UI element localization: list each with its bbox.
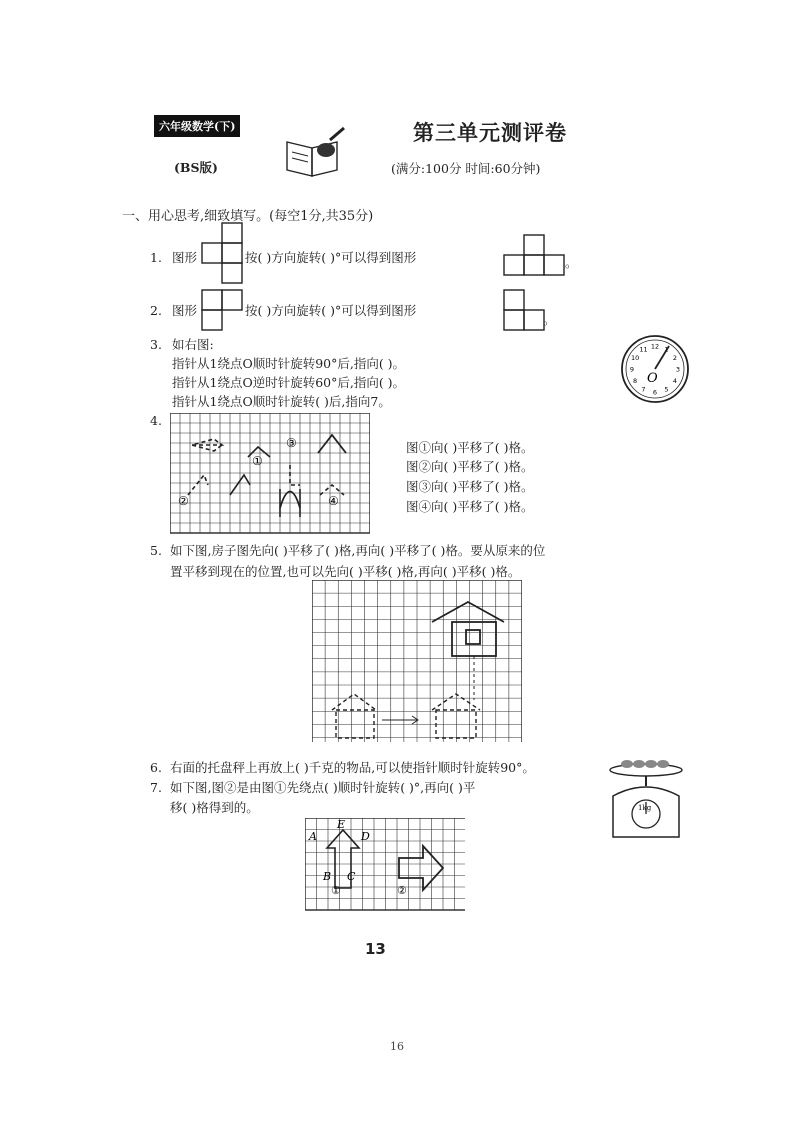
clock-number-1: 1 bbox=[664, 345, 669, 354]
clock-number-8: 8 bbox=[633, 377, 638, 385]
q4-label-3: ③ bbox=[286, 436, 297, 450]
exam-meta: (满分:100分 时间:60分钟) bbox=[391, 161, 541, 176]
sheet-number: 16 bbox=[390, 1040, 404, 1053]
q1-end: 。 bbox=[565, 255, 578, 270]
q7-point-e: E bbox=[337, 818, 346, 831]
clock-number-4: 4 bbox=[672, 377, 677, 385]
clock-number-7: 7 bbox=[641, 385, 646, 394]
q2-number: 2. bbox=[150, 303, 162, 318]
q2-text: 按( )方向旋转( )°可以得到图形 bbox=[245, 303, 417, 318]
q7-line-1: 如下图,图②是由图①先绕点( )顺时针旋转( )°,再向( )平 bbox=[170, 780, 476, 795]
clock-number-6: 6 bbox=[652, 388, 658, 397]
q7-label-1: ① bbox=[331, 884, 341, 897]
q1-number: 1. bbox=[150, 250, 162, 265]
q7-point-d: D bbox=[361, 830, 370, 843]
q6-text: 右面的托盘秤上再放上( )千克的物品,可以使指针顺时针旋转90°。 bbox=[170, 760, 535, 775]
q3-line-3: 指针从1绕点O顺时针旋转( )后,指向7。 bbox=[172, 394, 391, 409]
clock-number-5: 5 bbox=[664, 385, 669, 394]
clock-figure bbox=[620, 334, 690, 404]
q7-arrow-grid bbox=[305, 818, 465, 912]
scale-unit-label: 1kg bbox=[638, 804, 652, 812]
q5-house-grid bbox=[312, 580, 522, 745]
q7-point-a: A bbox=[309, 830, 317, 843]
q7-label-2: ② bbox=[397, 884, 407, 897]
q2-shape-a bbox=[201, 289, 243, 331]
q4-label-4: ④ bbox=[328, 494, 339, 508]
q2-pre: 图形 bbox=[172, 303, 198, 318]
book-icon bbox=[282, 122, 352, 182]
q4-line-2: 图②向( )平移了( )格。 bbox=[406, 459, 534, 474]
section-heading: 一、用心思考,细致填写。(每空1分,共35分) bbox=[122, 209, 374, 224]
q7-number: 7. bbox=[150, 780, 162, 795]
q4-label-1: ① bbox=[252, 454, 263, 468]
series-badge: 六年级数学(下) bbox=[154, 115, 240, 137]
clock-number-9: 9 bbox=[629, 365, 635, 374]
clock-number-12: 12 bbox=[650, 342, 660, 351]
clock-number-11: 11 bbox=[639, 345, 648, 354]
q5-line-2: 置平移到现在的位置,也可以先向( )平移( )格,再向( )平移( )格。 bbox=[170, 564, 521, 579]
q1-shape-b bbox=[503, 234, 567, 276]
q3-line-1: 指针从1绕点O顺时针旋转90°后,指向( )。 bbox=[172, 356, 406, 371]
platform-scale-figure bbox=[605, 752, 687, 842]
q2-shape-b bbox=[503, 289, 545, 331]
q6-number: 6. bbox=[150, 760, 162, 775]
q7-line-2: 移( )格得到的。 bbox=[170, 800, 259, 815]
q4-line-3: 图③向( )平移了( )格。 bbox=[406, 479, 534, 494]
q5-number: 5. bbox=[150, 543, 162, 558]
q1-pre: 图形 bbox=[172, 250, 198, 265]
clock-number-3: 3 bbox=[675, 365, 681, 374]
q3-line-2: 指针从1绕点O逆时针旋转60°后,指向( )。 bbox=[172, 375, 406, 390]
q1-text: 按( )方向旋转( )°可以得到图形 bbox=[245, 250, 417, 265]
page-title: 第三单元测评卷 bbox=[413, 120, 567, 145]
page-number: 13 bbox=[365, 940, 386, 958]
q3-number: 3. bbox=[150, 337, 162, 352]
q5-line-1: 如下图,房子图先向( )平移了( )格,再向( )平移了( )格。要从原来的位 bbox=[170, 543, 546, 558]
q4-number: 4. bbox=[150, 413, 162, 428]
q7-point-b: B bbox=[323, 870, 332, 883]
q4-grid-figure bbox=[170, 413, 370, 535]
edition-label: (BS版) bbox=[174, 160, 218, 175]
q3-intro: 如右图: bbox=[172, 337, 214, 352]
clock-center-label: O bbox=[647, 371, 658, 386]
q7-point-c: C bbox=[347, 870, 356, 883]
q1-shape-a bbox=[201, 222, 243, 284]
q2-end: 。 bbox=[543, 312, 556, 327]
q4-line-4: 图④向( )平移了( )格。 bbox=[406, 499, 534, 514]
clock-number-10: 10 bbox=[630, 354, 640, 362]
clock-number-2: 2 bbox=[672, 354, 677, 362]
q4-line-1: 图①向( )平移了( )格。 bbox=[406, 440, 534, 455]
q4-label-2: ② bbox=[178, 494, 189, 508]
